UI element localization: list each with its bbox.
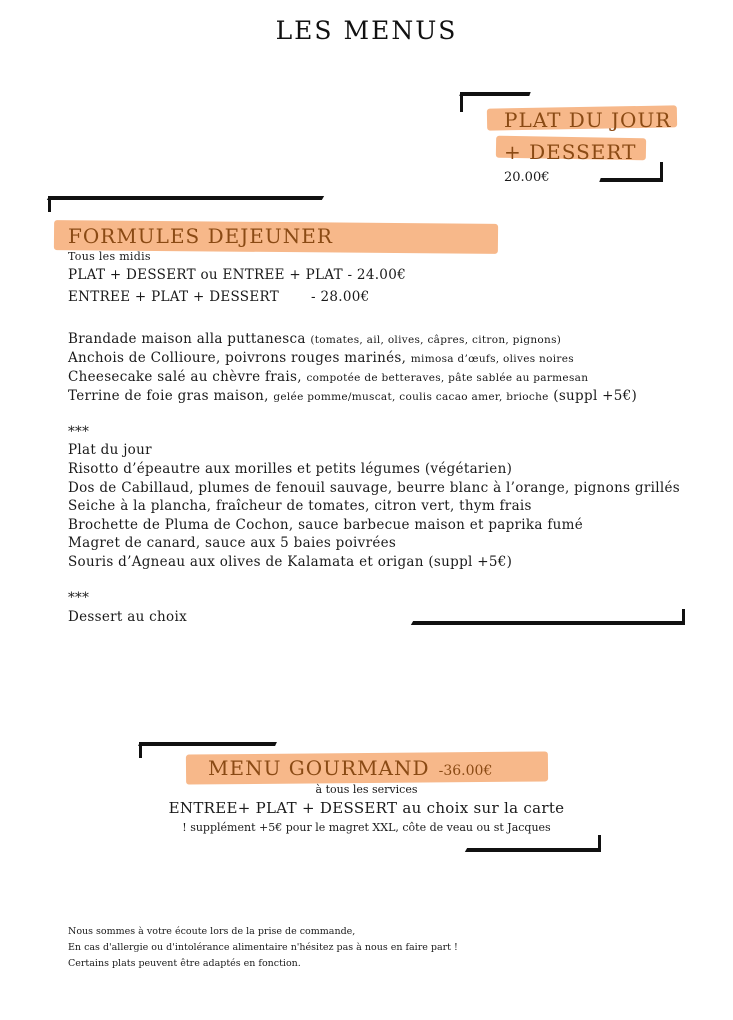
plat-item: Dos de Cabillaud, plumes de fenouil sauvage, beurre blanc à l’orange, pignons grillés bbox=[68, 480, 680, 496]
plat-du-jour-title: PLAT DU JOUR bbox=[504, 108, 672, 132]
entree-detail: gelée pomme/muscat, coulis cacao amer, brioche bbox=[273, 391, 549, 403]
entree-item bbox=[68, 331, 561, 347]
footer-line: Nous sommes à votre écoute lors de la prise de commande, bbox=[68, 926, 356, 937]
corner-stroke-gourmand bbox=[138, 742, 277, 746]
footer-note bbox=[68, 924, 458, 972]
plat-item: Plat du jour bbox=[68, 442, 152, 458]
entree-name: Cheesecake salé au chèvre frais, bbox=[68, 369, 302, 385]
plat-item: Souris d’Agneau aux olives de Kalamata et origan (suppl +5€) bbox=[68, 554, 513, 570]
gourmand-main: ENTREE+ PLAT + DESSERT au choix sur la carte bbox=[168, 799, 565, 817]
plat-item: Risotto d’épeautre aux morilles et petits légumes (végétarien) bbox=[68, 461, 513, 477]
formule-option: PLAT + DESSERT ou ENTREE + PLAT - 24.00€ bbox=[68, 267, 406, 283]
entree-name: Anchois de Collioure, poivrons rouges marinés, bbox=[68, 350, 407, 366]
formule-option-label: ENTREE + PLAT + DESSERT bbox=[68, 289, 280, 305]
corner-stroke-top bbox=[459, 92, 530, 96]
entree-detail: (tomates, ail, olives, câpres, citron, pignons) bbox=[310, 334, 562, 346]
corner-stroke-gourmand-bottom-vertical bbox=[598, 835, 601, 852]
dessert-item: Dessert au choix bbox=[68, 609, 187, 625]
entree-item bbox=[68, 388, 637, 404]
corner-stroke-gourmand-vertical bbox=[139, 742, 142, 758]
separator: *** bbox=[68, 424, 90, 440]
plat-item: Brochette de Pluma de Cochon, sauce barbecue maison et paprika fumé bbox=[68, 517, 584, 533]
corner-stroke-formules-bottom-vertical bbox=[682, 609, 685, 625]
entree-name: Terrine de foie gras maison, bbox=[68, 388, 269, 404]
formule-option-price: - 28.00€ bbox=[311, 289, 370, 305]
plat-item: Magret de canard, sauce aux 5 baies poivrées bbox=[68, 535, 397, 551]
plat-item: Seiche à la plancha, fraîcheur de tomates, citron vert, thym frais bbox=[68, 498, 532, 514]
gourmand-price: -36.00€ bbox=[438, 763, 493, 779]
page-title: LES MENUS bbox=[275, 16, 458, 45]
gourmand-title: MENU GOURMAND bbox=[208, 756, 430, 780]
footer-line: En cas d'allergie ou d'intolérance alimentaire n'hésitez pas à nous en faire part ! bbox=[68, 942, 458, 953]
footer-line: Certains plats peuvent être adaptés en fonction. bbox=[68, 958, 301, 969]
entree-suffix: (suppl +5€) bbox=[553, 388, 638, 404]
separator: *** bbox=[68, 590, 90, 606]
entree-detail: compotée de betteraves, pâte sablée au parmesan bbox=[306, 372, 589, 384]
corner-stroke-formules-vertical bbox=[48, 196, 51, 212]
formule-option bbox=[68, 289, 370, 305]
entree-item bbox=[68, 369, 588, 385]
entree-detail: mimosa d’œufs, olives noires bbox=[410, 353, 574, 365]
entree-item bbox=[68, 350, 574, 366]
formules-heading: FORMULES DEJEUNER bbox=[68, 224, 333, 248]
corner-stroke-formules bbox=[47, 196, 324, 200]
corner-stroke-bottom bbox=[599, 178, 662, 182]
gourmand-note: ! supplément +5€ pour le magret XXL, côte de veau ou st Jacques bbox=[182, 821, 551, 834]
corner-stroke-top-vertical bbox=[460, 92, 463, 112]
corner-stroke-bottom-vertical bbox=[660, 162, 663, 182]
corner-stroke-formules-bottom bbox=[411, 621, 685, 625]
plat-du-jour-dessert: + DESSERT bbox=[504, 140, 637, 164]
plat-du-jour-price: 20.00€ bbox=[504, 170, 550, 185]
corner-stroke-gourmand-bottom bbox=[465, 848, 601, 852]
gourmand-heading bbox=[208, 756, 492, 780]
entree-name: Brandade maison alla puttanesca bbox=[68, 331, 306, 347]
formules-subtitle: Tous les midis bbox=[68, 250, 151, 263]
gourmand-subtitle: à tous les services bbox=[315, 783, 418, 796]
